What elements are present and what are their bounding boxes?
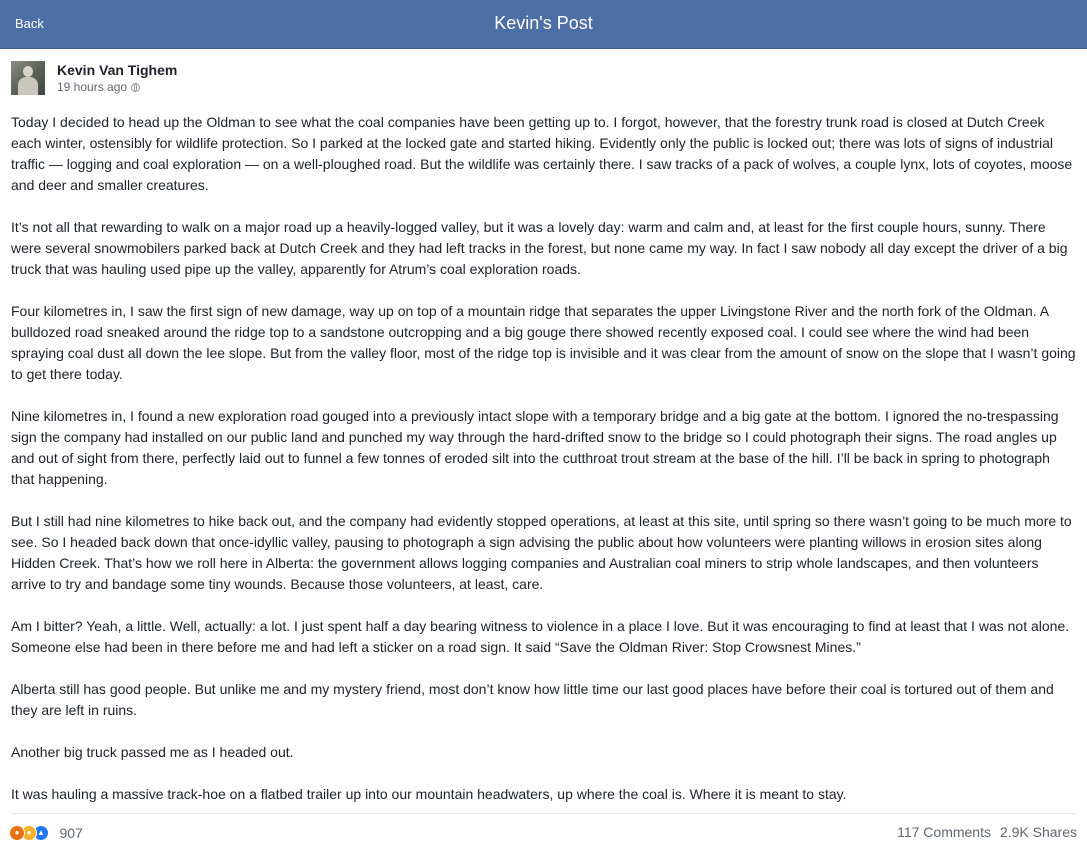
top-bar xyxy=(0,0,1087,49)
post-body xyxy=(11,112,1077,805)
post-paragraph: Four kilometres in, I saw the first sign of new damage, way up on top of a mountain ridge that separates the upper Livingstone River and the north fork of the Oldman. A bulldozed road sneaked around the ridge top to a sandstone outcropping and a big gouge there showed recently exposed coal. I could see where the wind had been spraying coal dust all down the lee slope. But from the valley floor, most of the ridge top is invisible and it was clear from the amount of snow on the slope that I wasn’t going to get there today. xyxy=(11,303,1076,382)
back-button[interactable]: Back xyxy=(15,16,44,31)
author-name[interactable]: Kevin Van Tighem xyxy=(57,62,178,78)
post-footer xyxy=(0,814,1087,848)
avatar-body-shape xyxy=(18,77,38,95)
sad-reaction-icon: ● xyxy=(21,825,37,841)
reactions-summary[interactable] xyxy=(9,824,83,840)
post-paragraph: Today I decided to head up the Oldman to see what the coal companies have been getting up to. I forgot, however, that the forestry trunk road is closed at Dutch Creek each winter, ostensibly for wildlife protection. So I parked at the locked gate and started hiking. Evidently only the public is locked out; there was lots of signs of industrial traffic — logging and coal exploration — on a well-ploughed road. But the wildlife was certainly there. I saw tracks of a pack of wolves, a couple lynx, lots of coyotes, moose and deer and smaller creatures. xyxy=(11,114,1073,193)
post-paragraph: Another big truck passed me as I headed out. xyxy=(11,744,294,760)
angry-reaction-icon: ● xyxy=(9,825,25,841)
like-reaction-icon: ▲ xyxy=(33,825,49,841)
post-timestamp[interactable]: 19 hours ago xyxy=(57,80,128,94)
shares-count-link[interactable]: 2.9K Shares xyxy=(999,824,1077,840)
post-paragraph: But I still had nine kilometres to hike back out, and the company had evidently stopped operations, at least at this site, until spring so there wasn’t going to be much more to see. So I headed back down that once-idyllic valley, pausing to photograph a sign advising the public about how volunteers were planting willows in erosion sites along Hidden Creek. That’s how we roll here in Alberta: the government allows logging companies and Australian coal miners to strip whole landscapes, and then volunteers arrive to try and bandage some tiny wounds. Because those volunteers, at least, care. xyxy=(11,513,1072,592)
post-paragraph: Nine kilometres in, I found a new exploration road gouged into a previously intact slope with a temporary bridge and a big gate at the bottom. I ignored the no-trespassing sign the company had installed on our public land and punched my way through the hard-drifted snow to the bridge so I could photograph their signs. The road angles up and out of sight from there, perfectly laid out to funnel a few tonnes of eroded silt into the cutthroat trout stream at the base of the hill. I’ll be back in spring to photograph that happening. xyxy=(11,408,1059,487)
reaction-count: 907 xyxy=(59,824,83,841)
post-paragraph: It’s not all that rewarding to walk on a major road up a heavily-logged valley, but it was a lovely day: warm and calm and, at least for the first couple hours, sunny. There were several snowmobilers parked back at Dutch Creek and they had left tracks in the forest, but none came my way. In fact I saw nobody all day except the driver of a big truck that was hauling used pipe up the valley, apparently for Atrum’s coal exploration roads. xyxy=(11,219,1068,277)
post-paragraph: It was hauling a massive track-hoe on a flatbed trailer up into our mountain headwaters, up where the coal is. Where it is meant to stay. xyxy=(11,786,847,802)
avatar-head-shape xyxy=(23,66,33,77)
page-title: Kevin's Post xyxy=(494,13,593,33)
globe-icon xyxy=(131,83,140,92)
post-meta xyxy=(57,80,140,94)
post-paragraph: Alberta still has good people. But unlike me and my mystery friend, most don’t know how little time our last good places have before their coal is tortured out of them and they are left in ruins. xyxy=(11,681,1054,718)
avatar[interactable] xyxy=(11,61,45,95)
post-paragraph: Am I bitter? Yeah, a little. Well, actually: a lot. I just spent half a day bearing witness to violence in a place I love. But it was encouraging to find at least that I was not alone. Someone else had been in there before me and had left a sticker on a road sign. It said “Save the Oldman River: Stop Crowsnest Mines.” xyxy=(11,618,1070,655)
comments-count-link[interactable]: 117 Comments xyxy=(897,824,991,840)
